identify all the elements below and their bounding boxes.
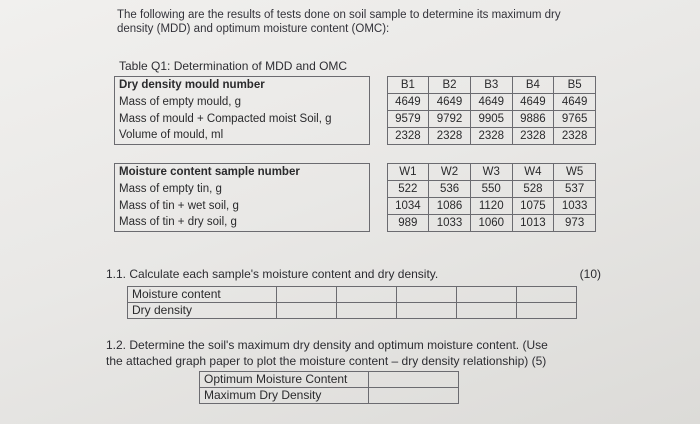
table-cell: 9792 [429, 111, 471, 128]
table-cell: 1033 [554, 198, 596, 215]
mdd-table [114, 76, 596, 145]
table-cell: 2328 [554, 128, 596, 145]
moisture-table [114, 163, 596, 232]
question-line-1: 1.2. Determine the soil's maximum dry density and optimum moisture content. (Use [106, 338, 548, 352]
row-label: Maximum Dry Density [200, 388, 369, 404]
table-cell: W5 [554, 164, 596, 181]
answer-cell [457, 287, 517, 303]
table-cell: 9886 [512, 111, 554, 128]
question-text: 1.1. Calculate each sample's moisture content and dry density. [106, 267, 439, 281]
row-label: Dry density [128, 303, 277, 319]
answer-cell [397, 287, 457, 303]
intro-line-2: density (MDD) and optimum moisture content (OMC): [117, 23, 390, 35]
table-cell: 1013 [512, 215, 554, 232]
row-label: Moisture content [128, 287, 277, 303]
answer-cell [369, 388, 459, 404]
table-cell: B1 [387, 77, 429, 94]
answer-cell [337, 303, 397, 319]
table-cell: 989 [387, 215, 429, 232]
answer-cell [457, 303, 517, 319]
table-cell: 9579 [387, 111, 429, 128]
question-1-2 [106, 337, 611, 369]
answer-table-1-2 [199, 371, 459, 404]
row-label: Mass of mould + Compacted moist Soil, g [115, 111, 370, 128]
table-cell: 1086 [429, 198, 471, 215]
row-label: Mass of tin + dry soil, g [115, 215, 370, 232]
table-cell: 1034 [387, 198, 429, 215]
table-cell: 2328 [429, 128, 471, 145]
table-cell: 4649 [387, 94, 429, 111]
table-cell: 4649 [470, 94, 512, 111]
table-row [200, 372, 459, 388]
row-label: Mass of tin + wet soil, g [115, 198, 370, 215]
table-cell: 2328 [387, 128, 429, 145]
table-cell: W4 [512, 164, 554, 181]
table-cell: 4649 [512, 94, 554, 111]
table-row [115, 164, 596, 181]
table-cell: 537 [554, 181, 596, 198]
row-label: Optimum Moisture Content [200, 372, 369, 388]
answer-cell [397, 303, 457, 319]
table-cell: W3 [470, 164, 512, 181]
table-row [115, 111, 596, 128]
table-cell: 9905 [470, 111, 512, 128]
answer-cell [517, 303, 577, 319]
answer-cell [517, 287, 577, 303]
table-cell: 2328 [512, 128, 554, 145]
question-marks: (10) [579, 267, 601, 281]
row-label: Dry density mould number [115, 77, 370, 94]
table-cell: B4 [512, 77, 554, 94]
answer-cell [369, 372, 459, 388]
answer-table-1-1 [127, 286, 577, 319]
table-cell: B2 [429, 77, 471, 94]
question-line-2: the attached graph paper to plot the moisture content – dry density relationship) (5) [106, 354, 547, 368]
table-cell: 522 [387, 181, 429, 198]
table-row [115, 198, 596, 215]
row-label: Mass of empty tin, g [115, 181, 370, 198]
table-row [128, 303, 577, 319]
table-cell: 536 [429, 181, 471, 198]
table-cell: 528 [512, 181, 554, 198]
table-row [128, 287, 577, 303]
question-1-1 [106, 267, 601, 281]
table-caption: Table Q1: Determination of MDD and OMC [119, 59, 348, 73]
table-cell: 4649 [554, 94, 596, 111]
answer-cell [277, 287, 337, 303]
table-row [115, 181, 596, 198]
table-row [115, 215, 596, 232]
table-cell: W1 [387, 164, 429, 181]
intro-line-1: The following are the results of tests done on soil sample to determine its maximum dry [117, 9, 561, 21]
table-row [115, 128, 596, 145]
table-row [200, 388, 459, 404]
table-cell: 550 [470, 181, 512, 198]
table-cell: 1120 [470, 198, 512, 215]
table-cell: 1033 [429, 215, 471, 232]
table-cell: 973 [554, 215, 596, 232]
table-row [115, 94, 596, 111]
table-cell: 4649 [429, 94, 471, 111]
table-cell: 1075 [512, 198, 554, 215]
table-cell: B5 [554, 77, 596, 94]
table-cell: 2328 [470, 128, 512, 145]
intro-paragraph [117, 8, 617, 36]
table-cell: B3 [470, 77, 512, 94]
row-label: Moisture content sample number [115, 164, 370, 181]
row-label: Volume of mould, ml [115, 128, 370, 145]
answer-cell [337, 287, 397, 303]
table-cell: W2 [429, 164, 471, 181]
row-label: Mass of empty mould, g [115, 94, 370, 111]
answer-cell [277, 303, 337, 319]
table-cell: 1060 [470, 215, 512, 232]
table-cell: 9765 [554, 111, 596, 128]
table-row [115, 77, 596, 94]
